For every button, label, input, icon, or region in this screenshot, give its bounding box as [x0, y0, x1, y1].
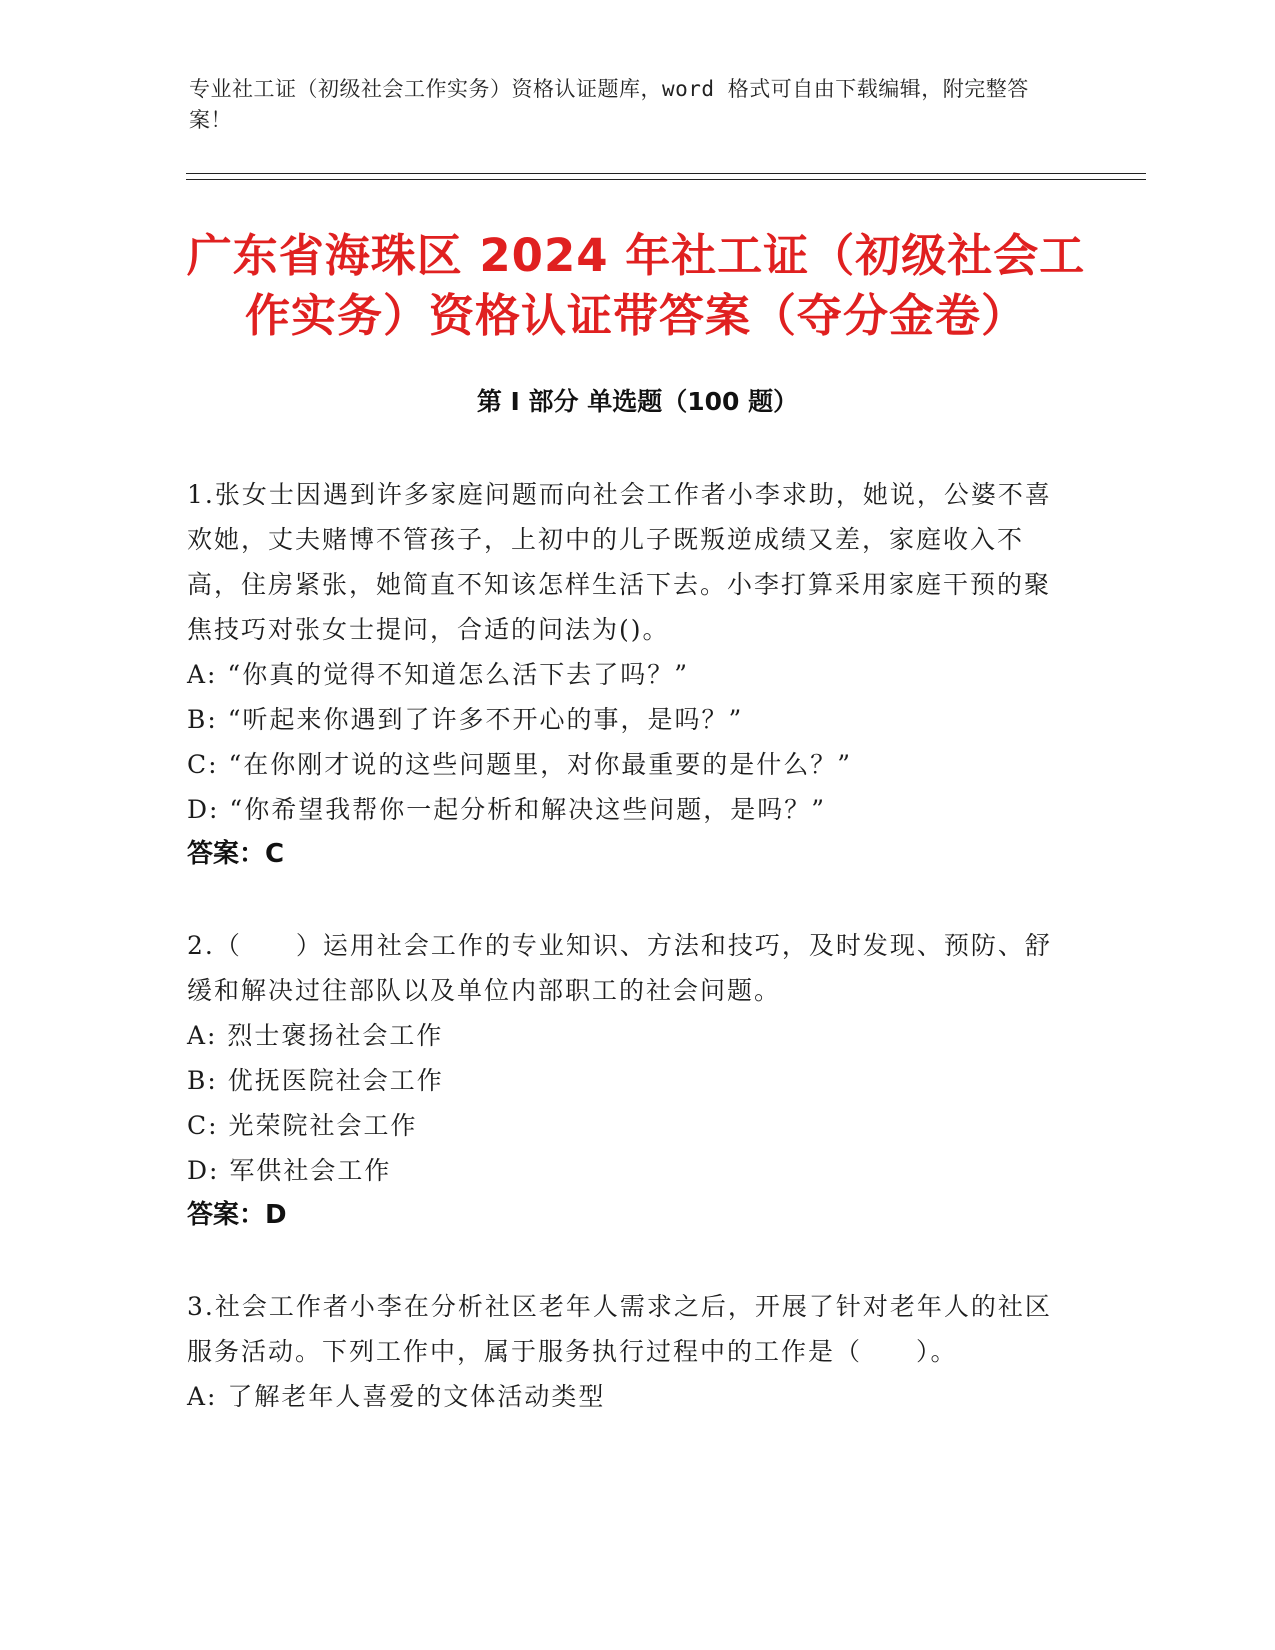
- question-3: [187, 1284, 1057, 1419]
- option-d: D: “你希望我帮你一起分析和解决这些问题，是吗？”: [187, 795, 826, 824]
- option-d: D: 军供社会工作: [187, 1156, 392, 1185]
- header-divider-top: [186, 173, 1146, 174]
- option-b: B: “听起来你遇到了许多不开心的事，是吗？”: [187, 705, 744, 734]
- question-2: [187, 923, 1057, 1238]
- answer-line: 答案：D: [187, 1200, 287, 1230]
- option-c: C: 光荣院社会工作: [187, 1111, 418, 1140]
- document-title: 广东省海珠区 2024 年社工证（初级社会工作实务）资格认证带答案（夺分金卷）: [186, 229, 1086, 342]
- question-1: [187, 472, 1057, 877]
- question-stem: 2.（ ）运用社会工作的专业知识、方法和技巧，及时发现、预防、舒缓和解决过往部队以及单位内部职工的社会问题。: [187, 931, 1052, 1005]
- option-c: C: “在你刚才说的这些问题里，对你最重要的是什么？”: [187, 750, 853, 779]
- section-heading: 第 I 部分 单选题（100 题）: [476, 387, 799, 416]
- question-stem: 1.张女士因遇到许多家庭问题而向社会工作者小李求助，她说，公婆不喜欢她，丈夫赌博不管孩子，上初中的儿子既叛逆成绩又差，家庭收入不高，住房紧张，她简直不知该怎样生活下去。小李打算采用家庭干预的聚焦技巧对张女士提问，合适的问法为()。: [187, 480, 1052, 644]
- option-a: A: “你真的觉得不知道怎么活下去了吗？”: [187, 660, 689, 689]
- option-a: A: 烈士褒扬社会工作: [187, 1021, 444, 1050]
- question-stem: 3.社会工作者小李在分析社区老年人需求之后，开展了针对老年人的社区服务活动。下列工作中，属于服务执行过程中的工作是（ ）。: [187, 1292, 1052, 1366]
- question-list: [187, 472, 1057, 1465]
- header-divider-bottom: [186, 179, 1146, 180]
- option-a: A: 了解老年人喜爱的文体活动类型: [187, 1382, 606, 1411]
- option-b: B: 优抚医院社会工作: [187, 1066, 444, 1095]
- answer-line: 答案：C: [187, 839, 285, 869]
- header-note: 专业社工证（初级社会工作实务）资格认证题库，word 格式可自由下载编辑，附完整答案！: [189, 77, 1029, 132]
